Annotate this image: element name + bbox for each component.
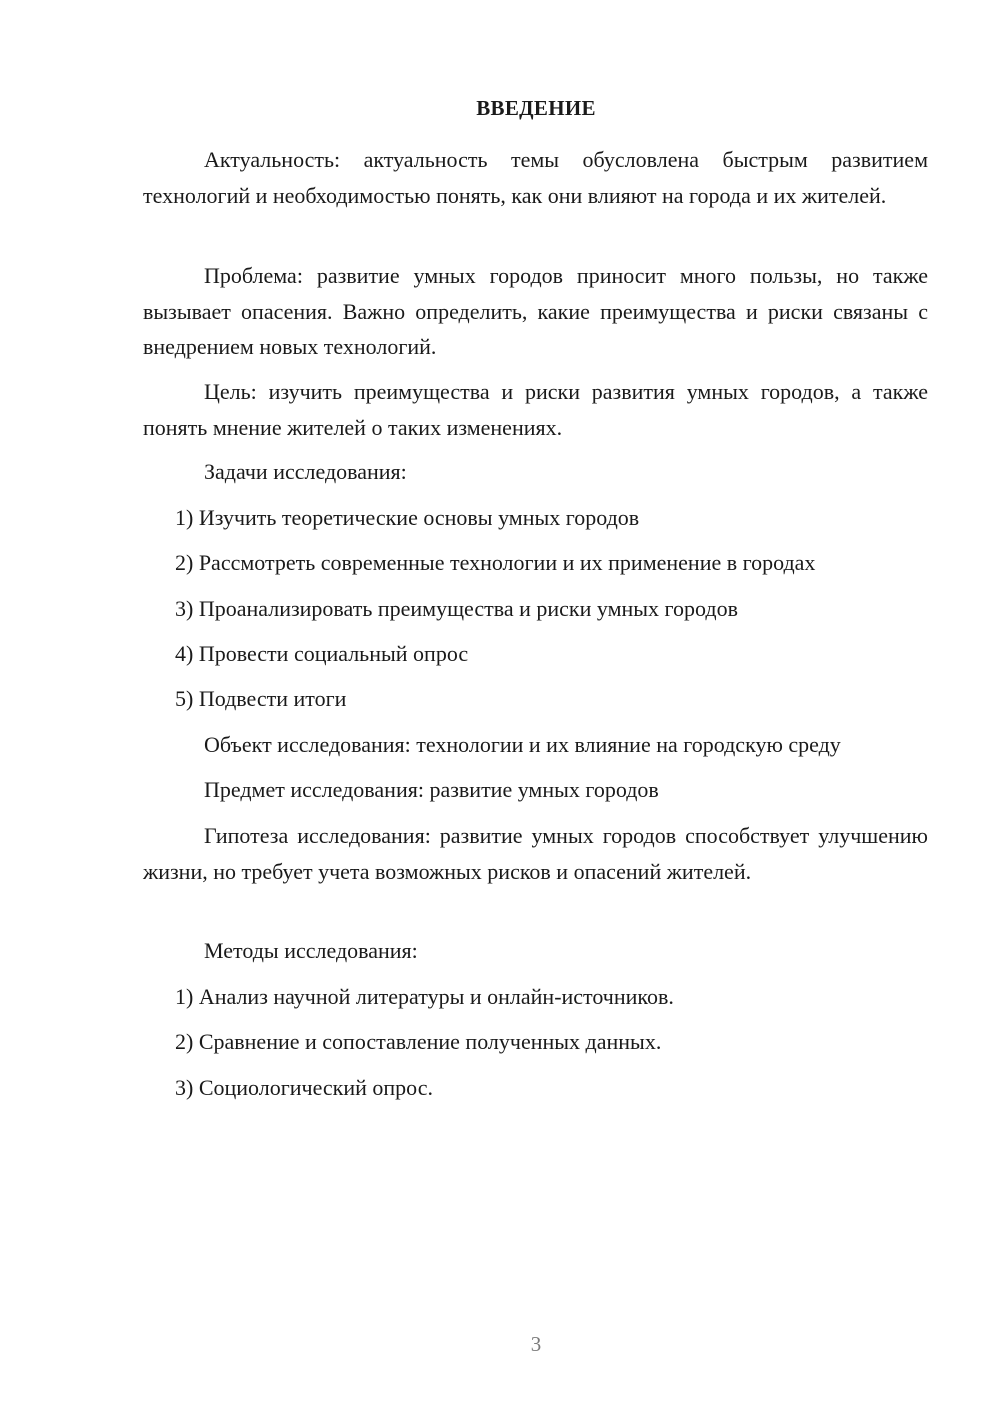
goal-paragraph: Цель: изучить преимущества и риски развития умных городов, а также понять мнение жителей о таких изменениях.	[143, 379, 928, 440]
task-item: 1) Изучить теоретические основы умных городов	[175, 505, 640, 530]
relevance-paragraph: Актуальность: актуальность темы обусловлена быстрым развитием технологий и необходимостью понять, как они влияют на города и их жителей.	[143, 147, 928, 208]
tasks-heading: Задачи исследования:	[204, 459, 407, 484]
task-item: 5) Подвести итоги	[175, 686, 347, 711]
methods-heading: Методы исследования:	[204, 938, 418, 963]
task-item: 4) Провести социальный опрос	[175, 641, 469, 666]
section-heading: ВВЕДЕНИЕ	[476, 96, 596, 120]
method-item: 2) Сравнение и сопоставление полученных данных.	[175, 1029, 662, 1054]
task-item: 3) Проанализировать преимущества и риски умных городов	[175, 596, 738, 621]
task-item: 2) Рассмотреть современные технологии и их применение в городах	[175, 550, 816, 575]
method-item: 1) Анализ научной литературы и онлайн-источников.	[175, 984, 674, 1009]
method-item: 3) Социологический опрос.	[175, 1075, 433, 1100]
hypothesis-paragraph: Гипотеза исследования: развитие умных городов способствует улучшению жизни, но требует учета возможных рисков и опасений жителей.	[143, 823, 928, 884]
subject-paragraph: Предмет исследования: развитие умных городов	[204, 777, 659, 802]
problem-paragraph: Проблема: развитие умных городов приносит много пользы, но также вызывает опасения. Важно определить, какие преимущества и риски связаны с внедрением новых технологий.	[143, 263, 928, 359]
object-paragraph: Объект исследования: технологии и их влияние на городскую среду	[204, 732, 841, 757]
page-number: 3	[530, 1332, 542, 1356]
